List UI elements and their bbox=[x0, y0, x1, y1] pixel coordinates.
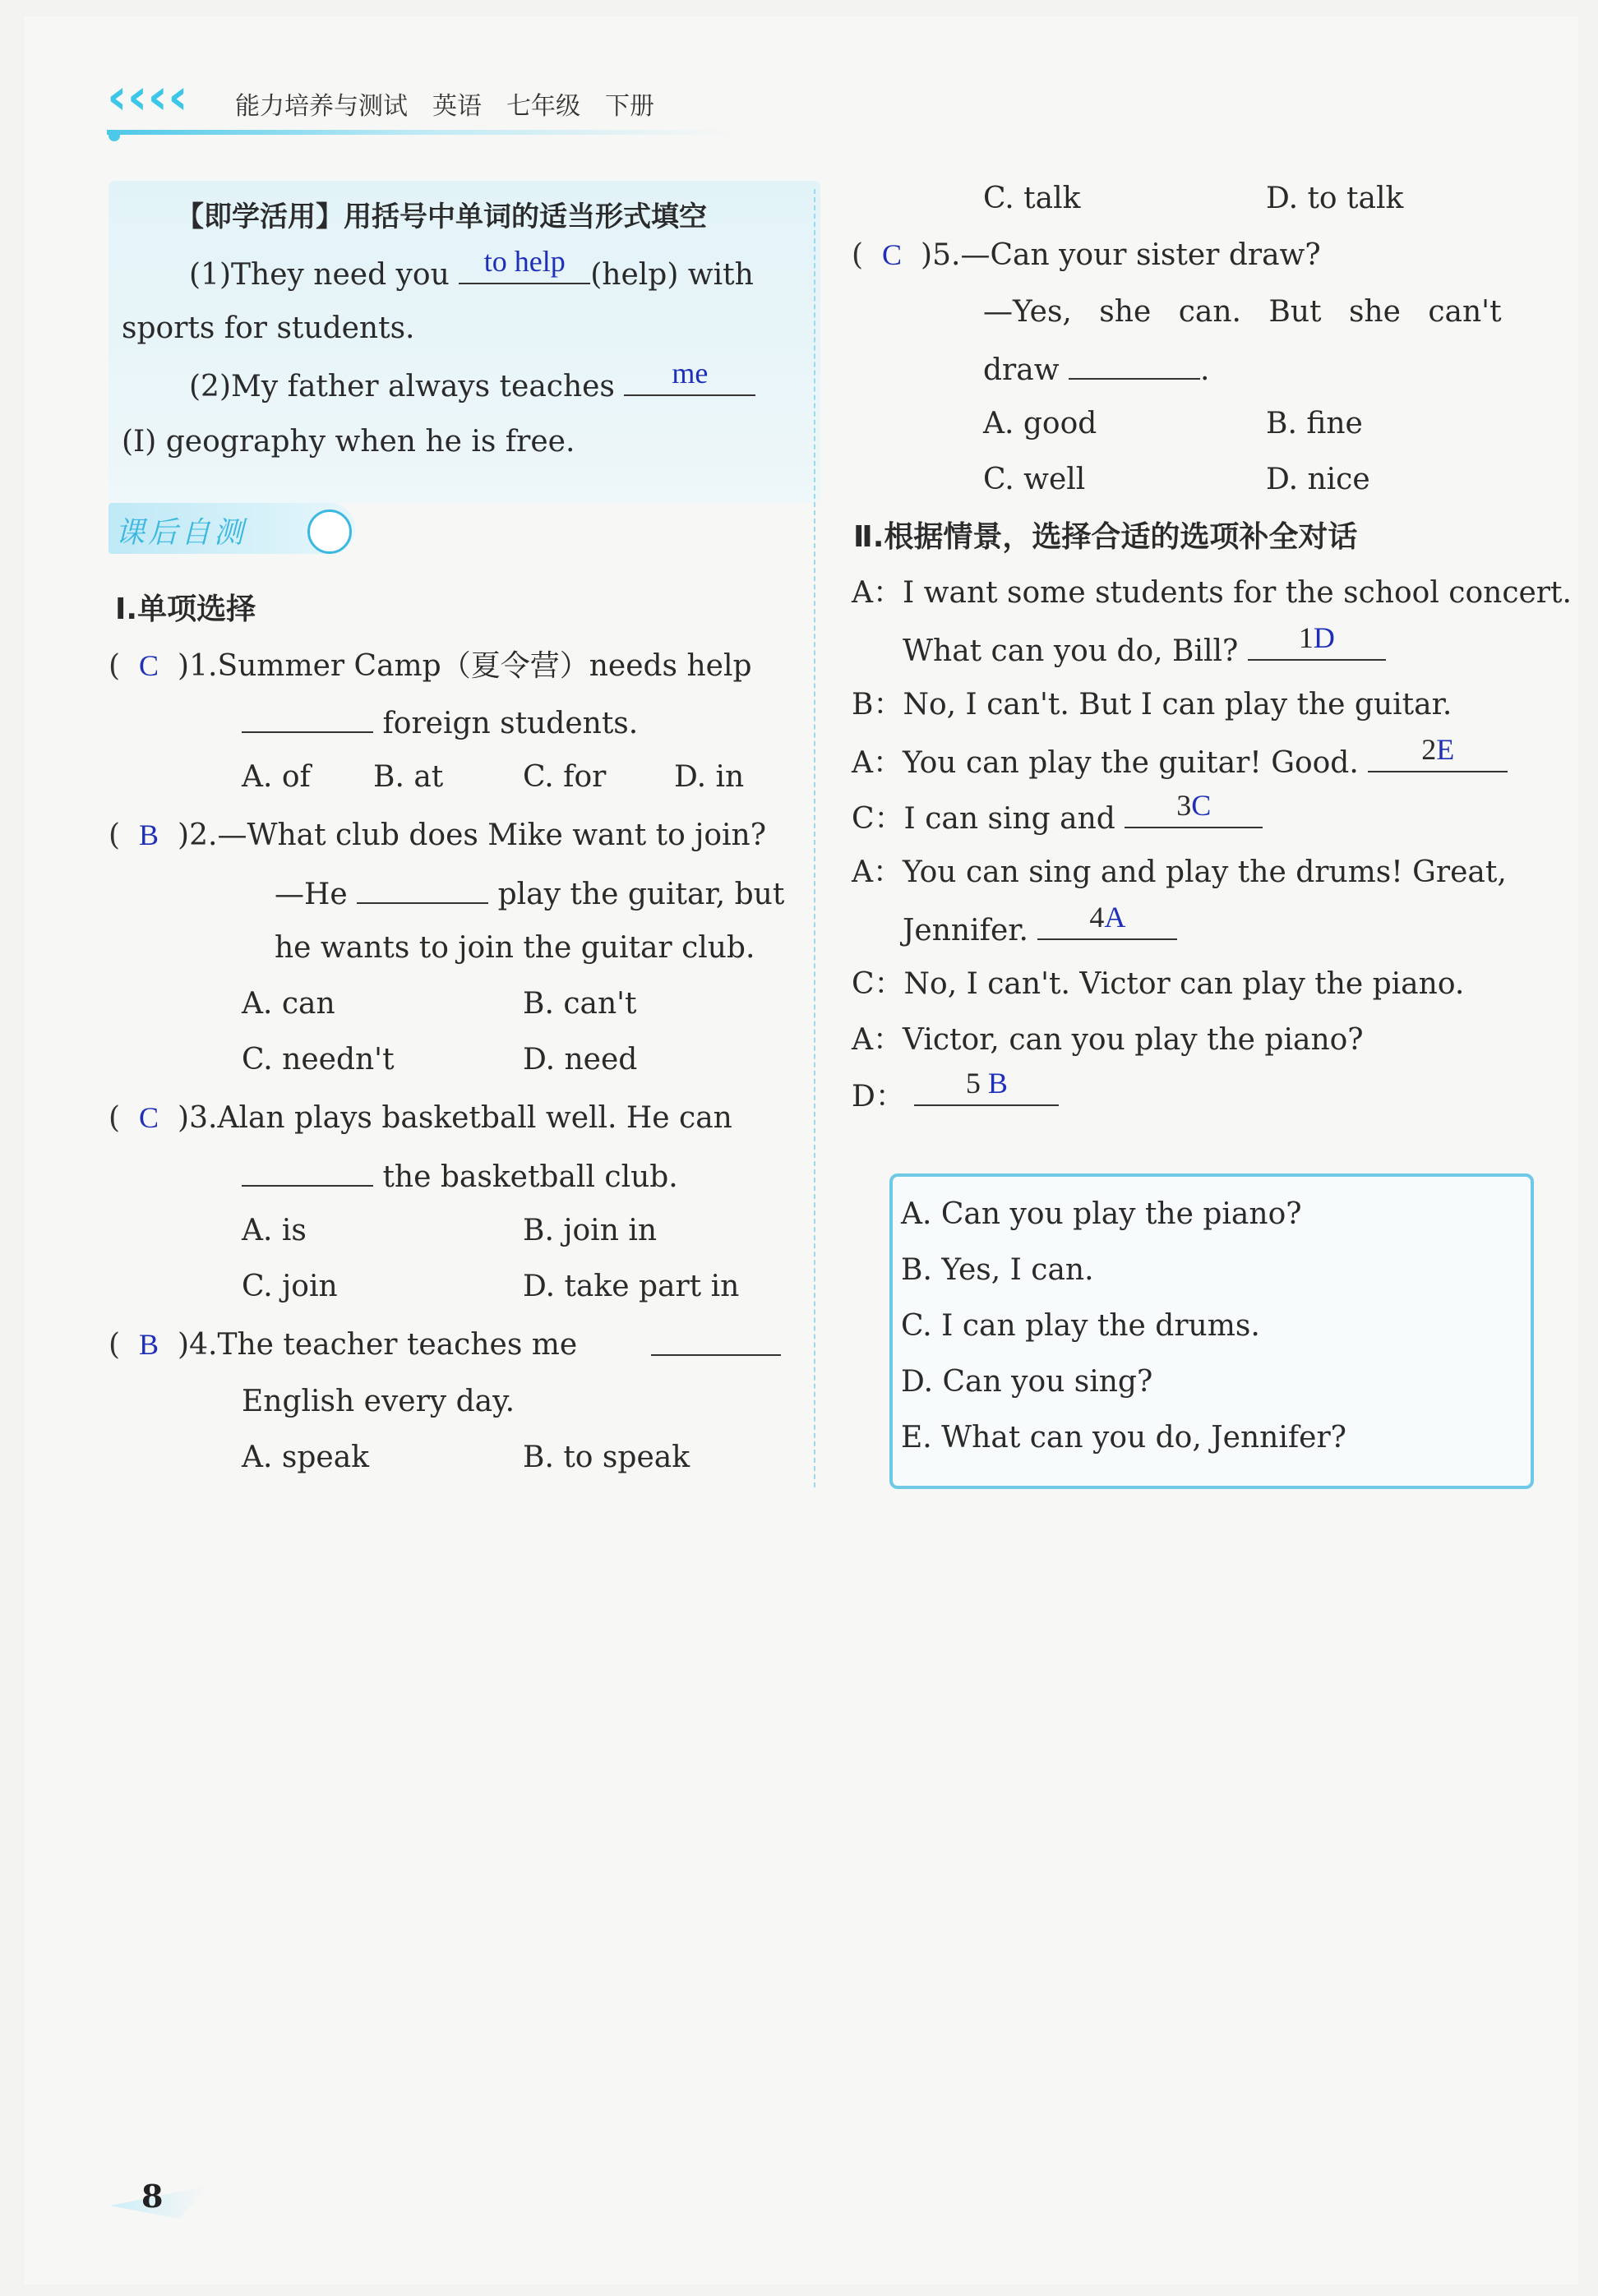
q4-paren-open: ( bbox=[109, 1328, 121, 1362]
blank-num: 1 bbox=[1298, 621, 1314, 654]
q5-line1 bbox=[852, 237, 1321, 274]
dialogue-text: You can sing and play the drums! Great, bbox=[903, 855, 1507, 889]
q4-opt-d: D. to talk bbox=[1266, 182, 1404, 215]
dialogue-line-9 bbox=[852, 1022, 1364, 1058]
grade: 七年级 bbox=[506, 92, 580, 121]
badge-leaf-icon bbox=[307, 509, 352, 554]
q1-num: )1. bbox=[178, 649, 218, 683]
q5-paren-open: ( bbox=[852, 238, 864, 272]
option-b: B. Yes, I can. bbox=[901, 1253, 1094, 1287]
dialogue-blank-4 bbox=[1037, 901, 1177, 940]
option-a: A. Can you play the piano? bbox=[901, 1197, 1302, 1231]
subject: 英语 bbox=[432, 92, 482, 121]
q2-num: )2. bbox=[178, 818, 218, 852]
q2-answer: B bbox=[139, 818, 159, 851]
q3-answer: C bbox=[139, 1101, 159, 1134]
q5-opt-a: A. good bbox=[983, 407, 1097, 440]
book-title: 能力培养与测试 bbox=[235, 92, 408, 121]
q2-opt-b: B. can't bbox=[523, 987, 637, 1021]
dialogue-blank-1-answer bbox=[1248, 620, 1386, 656]
practice-q1-line2: sports for students. bbox=[122, 311, 415, 345]
dialogue-blank-4-answer bbox=[1037, 899, 1177, 935]
option-d: D. Can you sing? bbox=[901, 1365, 1153, 1399]
blank-num: 3 bbox=[1176, 789, 1192, 822]
blank-letter: C bbox=[1191, 789, 1212, 822]
q2-line1 bbox=[109, 817, 766, 854]
q1-answer: C bbox=[139, 649, 159, 682]
q3-num: )3. bbox=[178, 1101, 218, 1135]
practice-q2-blank bbox=[624, 357, 755, 396]
part2-title: Ⅱ.根据情景，选择合适的选项补全对话 bbox=[853, 520, 1358, 554]
q5-line2: —Yes, she can. But she can't bbox=[983, 295, 1502, 329]
blank-num: 5 bbox=[965, 1067, 981, 1100]
q3-line2 bbox=[242, 1157, 678, 1196]
dialogue-speaker: C： bbox=[852, 967, 904, 1001]
q1-opt-d: D. in bbox=[674, 760, 745, 794]
blank-letter: A bbox=[1104, 901, 1126, 934]
dialogue-speaker: A： bbox=[852, 1023, 903, 1057]
dialogue-text: No, I can't. Victor can play the piano. bbox=[903, 967, 1465, 1001]
q3-line1 bbox=[109, 1100, 732, 1136]
dialogue-line-4 bbox=[852, 733, 1508, 781]
blank-num: 2 bbox=[1421, 733, 1437, 766]
q1-line2-text: foreign students. bbox=[382, 707, 639, 740]
dialogue-speaker: B： bbox=[852, 688, 903, 722]
dialogue-line-10 bbox=[852, 1067, 1059, 1115]
dialogue-line-6 bbox=[852, 855, 1507, 891]
dialogue-line-3 bbox=[852, 687, 1452, 723]
dialogue-blank-2 bbox=[1368, 733, 1508, 772]
q5-text: —Can your sister draw? bbox=[960, 238, 1321, 272]
practice-q1 bbox=[189, 245, 754, 293]
q2-line2-suffix: play the guitar, but bbox=[497, 878, 785, 911]
q4-opt-b: B. to speak bbox=[523, 1441, 690, 1474]
blank-letter: E bbox=[1436, 733, 1455, 766]
dialogue-text: You can play the guitar! Good. bbox=[903, 746, 1359, 780]
dialogue-speaker: C： bbox=[852, 802, 904, 836]
q5-line3-text: draw bbox=[983, 353, 1060, 387]
q3-line2-text: the basketball club. bbox=[382, 1160, 678, 1194]
q4-num: )4. bbox=[178, 1328, 218, 1362]
dialogue-blank-3 bbox=[1125, 789, 1263, 828]
dialogue-text: Jennifer. bbox=[903, 914, 1028, 947]
q4-line2: English every day. bbox=[242, 1385, 515, 1418]
q4-blank bbox=[651, 1354, 781, 1356]
q5-line3: draw . bbox=[983, 350, 1209, 389]
volume: 下册 bbox=[605, 92, 654, 121]
practice-q1-prefix: (1)They need you bbox=[189, 258, 450, 292]
dialogue-line-1 bbox=[852, 575, 1572, 611]
dialogue-blank-2-answer bbox=[1368, 731, 1508, 768]
part1-title: Ⅰ.单项选择 bbox=[115, 592, 256, 626]
q1-opt-a: A. of bbox=[242, 760, 311, 794]
q1-opt-c: C. for bbox=[523, 760, 607, 794]
q3-opt-c: C. join bbox=[242, 1270, 338, 1303]
q5-opt-d: D. nice bbox=[1266, 463, 1370, 496]
column-divider bbox=[814, 189, 815, 1487]
blank-letter: B bbox=[987, 1067, 1008, 1100]
q2-opt-a: A. can bbox=[242, 987, 335, 1021]
q4-line1 bbox=[109, 1326, 577, 1363]
practice-q1-suffix: (help) with bbox=[590, 258, 754, 292]
page-number: 8 bbox=[141, 2178, 164, 2215]
q1-line2 bbox=[242, 703, 638, 742]
q4-opt-c: C. talk bbox=[983, 182, 1081, 215]
q5-opt-b: B. fine bbox=[1266, 407, 1363, 440]
q3-paren-open: ( bbox=[109, 1101, 121, 1135]
dialogue-speaker: A： bbox=[852, 576, 903, 610]
q5-opt-c: C. well bbox=[983, 463, 1086, 496]
q5-answer: C bbox=[882, 238, 903, 271]
practice-q1-blank bbox=[459, 245, 590, 284]
q4-opt-a: A. speak bbox=[242, 1441, 369, 1474]
dialogue-line-5 bbox=[852, 789, 1263, 837]
q5-num: )5. bbox=[921, 238, 961, 272]
dialogue-blank-3-answer bbox=[1125, 787, 1263, 823]
q1-line1 bbox=[109, 648, 752, 685]
q4-answer: B bbox=[139, 1328, 159, 1361]
dialogue-text: I can sing and bbox=[903, 802, 1115, 836]
practice-title: 【即学活用】用括号中单词的适当形式填空 bbox=[176, 201, 707, 233]
q2-opt-c: C. needn't bbox=[242, 1043, 395, 1077]
header-dot bbox=[109, 130, 120, 141]
dialogue-text: No, I can't. But I can play the guitar. bbox=[903, 688, 1453, 722]
option-e: E. What can you do, Jennifer? bbox=[901, 1421, 1346, 1455]
q2-line3: he wants to join the guitar club. bbox=[275, 931, 755, 965]
option-c: C. I can play the drums. bbox=[901, 1309, 1260, 1343]
dialogue-speaker: D： bbox=[852, 1080, 905, 1113]
q5-blank bbox=[1069, 350, 1200, 380]
practice-q1-answer: to help bbox=[483, 245, 566, 278]
q2-opt-d: D. need bbox=[523, 1043, 638, 1077]
page bbox=[25, 16, 1578, 2284]
q1-paren-open: ( bbox=[109, 649, 121, 683]
practice-q2 bbox=[189, 357, 755, 405]
section-badge-label: 课后自测 bbox=[115, 516, 247, 550]
q2-text: —What club does Mike want to join? bbox=[217, 818, 767, 852]
header-rule bbox=[107, 130, 732, 135]
q3-text: Alan plays basketball well. He can bbox=[217, 1101, 732, 1135]
practice-q2-answer: me bbox=[672, 357, 709, 390]
chevron-icon: ‹‹‹‹ bbox=[107, 68, 188, 126]
blank-num: 4 bbox=[1089, 901, 1105, 934]
dialogue-blank-5-answer bbox=[914, 1065, 1059, 1101]
blank-letter: D bbox=[1313, 621, 1335, 654]
dialogue-text: Victor, can you play the piano? bbox=[903, 1023, 1364, 1057]
dialogue-line-2 bbox=[903, 621, 1386, 670]
q3-opt-b: B. join in bbox=[523, 1214, 658, 1247]
dialogue-blank-5 bbox=[914, 1067, 1059, 1106]
dialogue-text: What can you do, Bill? bbox=[903, 634, 1239, 668]
q2-line2-prefix: —He bbox=[275, 878, 348, 911]
q1-text: Summer Camp（夏令营）needs help bbox=[217, 649, 752, 683]
q4-text: The teacher teaches me bbox=[217, 1328, 578, 1362]
q2-line2 bbox=[275, 874, 784, 913]
q3-opt-d: D. take part in bbox=[523, 1270, 740, 1303]
dialogue-line-8 bbox=[852, 966, 1464, 1003]
dialogue-blank-1 bbox=[1248, 621, 1386, 661]
practice-q2-line2: (I) geography when he is free. bbox=[122, 425, 575, 459]
q1-blank bbox=[242, 703, 373, 733]
dialogue-speaker: A： bbox=[852, 746, 903, 780]
dialogue-text: I want some students for the school concert. bbox=[903, 576, 1572, 610]
practice-q2-prefix: (2)My father always teaches bbox=[189, 370, 615, 403]
dialogue-speaker: A： bbox=[852, 855, 903, 889]
q2-blank bbox=[357, 874, 488, 904]
q2-paren-open: ( bbox=[109, 818, 121, 852]
q1-opt-b: B. at bbox=[373, 760, 444, 794]
q3-blank bbox=[242, 1157, 373, 1187]
dialogue-line-7 bbox=[903, 901, 1177, 949]
q3-opt-a: A. is bbox=[242, 1214, 307, 1247]
